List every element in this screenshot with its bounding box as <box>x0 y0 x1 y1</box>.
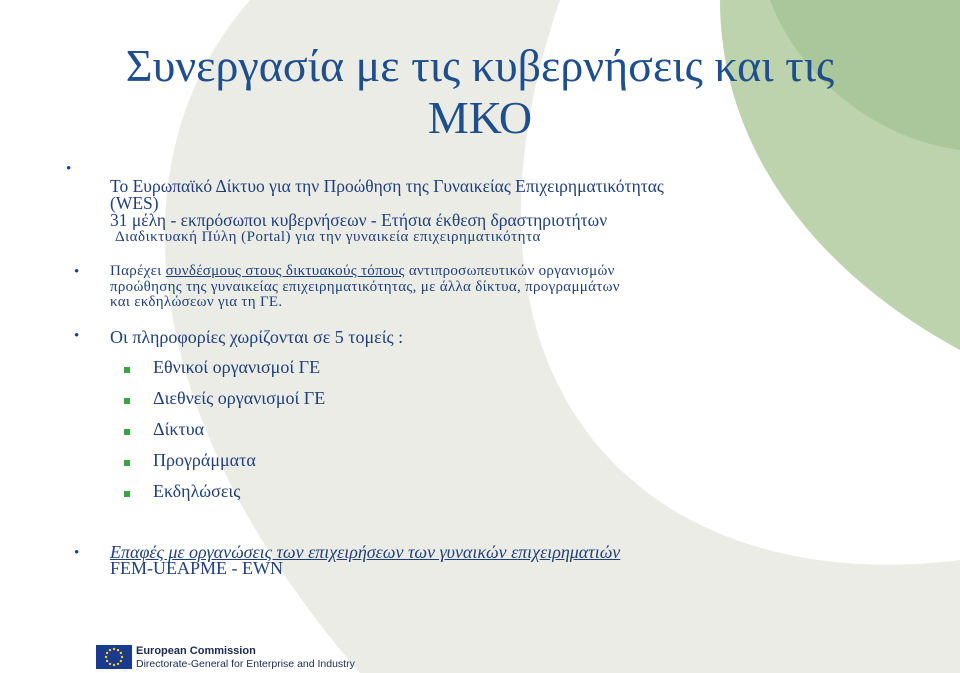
sub-item: Εθνικοί οργανισμοί ΓΕ <box>153 357 321 377</box>
bullet-4-line: FEM-UEAPME - EWN <box>110 558 283 578</box>
bullet-2-prefix: Παρέχει <box>110 263 166 279</box>
title-line-1: Συνεργασία με τις κυβερνήσεις και τις <box>125 40 835 91</box>
bullet-dot: • <box>74 328 80 344</box>
bullet-1-line: 31 μέλη - εκπρόσωποι κυβερνήσεων - Ετήσια έκθεση δραστηριοτήτων <box>110 210 608 230</box>
websites-link[interactable]: συνδέσμους στους δικτυακούς τόπους <box>165 263 405 279</box>
square-bullet-icon <box>124 429 130 435</box>
bullet-2-rest: αντιπροσωπευτικών οργανισμών <box>404 263 615 279</box>
footer-dg: Directorate-General for Enterprise and Industry <box>136 658 355 670</box>
square-bullet-icon <box>124 367 130 373</box>
bullet-2-text <box>110 264 890 311</box>
bullet-4-text <box>110 544 810 576</box>
square-bullet-icon <box>124 398 130 404</box>
bullet-dot: • <box>66 161 72 177</box>
page-title <box>40 40 920 144</box>
sub-item: Εκδηλώσεις <box>153 481 241 501</box>
square-bullet-icon <box>124 460 130 466</box>
bullet-2-line: και εκδηλώσεων για τη ΓΕ. <box>110 294 283 310</box>
bullet-1-line: (WES) <box>110 193 159 213</box>
title-line-2: ΜΚΟ <box>427 92 533 143</box>
bullet-1-line: Το Ευρωπαϊκό Δίκτυο για την Προώθηση της Γυναικείας Επιχειρηματικότητας <box>110 176 664 196</box>
bullet-dot: • <box>74 264 80 280</box>
bullet-4-line: Επαφές με οργανώσεις των επιχειρήσεων των γυναικών επιχειρηματιών <box>110 542 621 562</box>
sub-item: Δίκτυα <box>153 419 205 439</box>
footer-org: European Commission <box>136 645 256 657</box>
sub-item: Προγράμματα <box>153 450 256 470</box>
square-bullet-icon <box>124 491 130 497</box>
bullet-2-line: προώθησης της γυναικείας επιχειρηματικότητας, με άλλα δίκτυα, προγραμμάτων <box>110 278 620 295</box>
eu-flag-icon <box>96 645 132 669</box>
sub-item: Διεθνείς οργανισμοί ΓΕ <box>153 388 326 408</box>
bullet-1-text <box>110 178 870 246</box>
bullet-dot: • <box>74 545 80 561</box>
bullet-1-line: Διαδικτυακή Πύλη (Portal) για την γυναικεία επιχειρηματικότητα <box>115 229 541 245</box>
bullet-3-text: Οι πληροφορίες χωρίζονται σε 5 τομείς : <box>110 327 404 347</box>
